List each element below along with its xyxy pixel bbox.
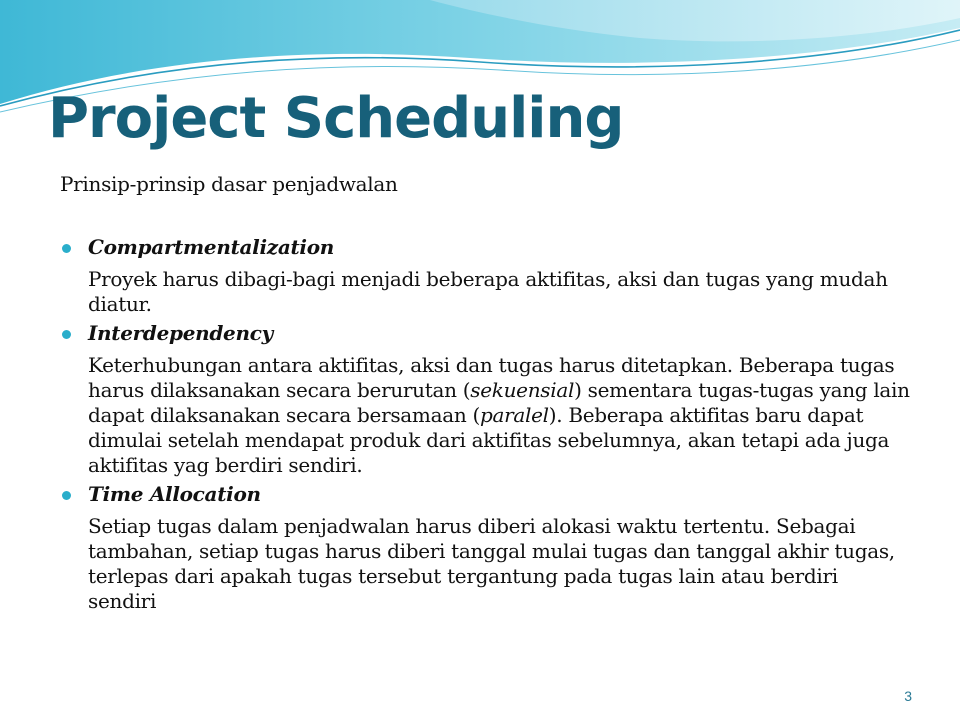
intro-text: Prinsip-prinsip dasar penjadwalan [60,172,398,196]
bullet-body [88,353,910,478]
bullet-compartmentalization [60,235,910,317]
bullet-interdependency [60,321,910,478]
bullet-body [88,267,910,317]
page-number: 3 [904,688,912,704]
bullet-body-text: Proyek harus dibagi-bagi menjadi beberapa aktifitas, aksi dan tugas yang mudah diatur. [88,267,888,316]
bullet-dot-icon [62,330,71,339]
bullet-body-text: ). Beberapa aktifitas baru dapat dimulai setelah mendapat produk dari aktifitas sebelumnya, akan tetapi ada juga aktifitas yag berdiri sendiri. [88,403,890,477]
bullet-title: Time Allocation [88,482,261,506]
bullet-body-text: Setiap tugas dalam penjadwalan harus diberi alokasi waktu tertentu. Sebagai tambahan, setiap tugas harus diberi tanggal mulai tugas dan tanggal akhir tugas, terlepas dari apakah tugas tersebut tergantung pada tugas lain atau berdiri sendiri [88,514,895,613]
term-sekuensial: sekuensial [470,378,575,402]
bullet-body-text: ) sementara tugas-tugas yang lain dapat dilaksanakan secara bersamaan ( [88,378,910,427]
bullet-dot-icon [62,491,71,500]
bullet-body [88,514,910,614]
slide-title: Project Scheduling [48,86,624,151]
bullet-body-text: Keterhubungan antara aktifitas, aksi dan tugas harus ditetapkan. Beberapa tugas harus dilaksanakan secara berurutan ( [88,353,895,402]
slide-content [60,172,910,614]
bullet-title: Compartmentalization [88,235,334,259]
term-paralel: paralel [479,403,549,427]
bullet-time-allocation [60,482,910,614]
bullet-title: Interdependency [88,321,273,345]
bullet-dot-icon [62,244,71,253]
